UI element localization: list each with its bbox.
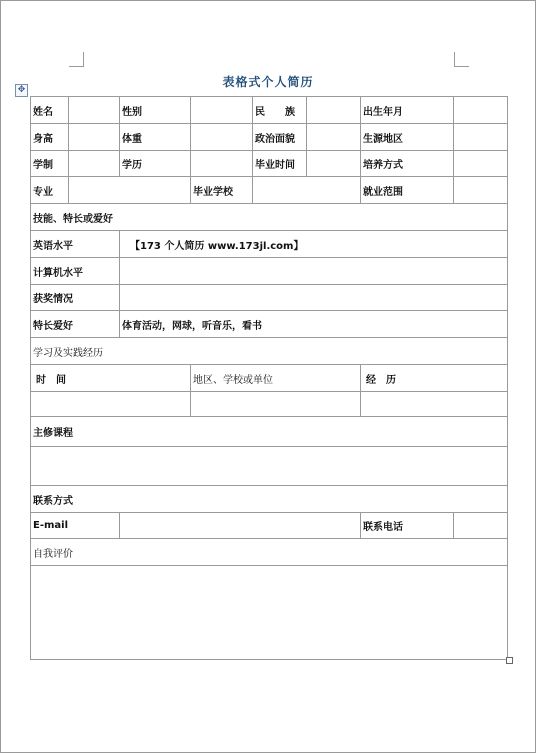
- label-awards: 获奖情况: [31, 285, 120, 311]
- value-birth-date[interactable]: [454, 97, 508, 124]
- label-schooling-years: 学制: [31, 151, 69, 177]
- contact-heading: 联系方式: [31, 486, 508, 513]
- self-eval-heading-row: [31, 539, 508, 566]
- value-origin-region[interactable]: [454, 124, 508, 151]
- label-employment-scope: 就业范围: [361, 177, 454, 204]
- value-political-status[interactable]: [307, 124, 361, 151]
- awards-row: [31, 285, 508, 311]
- contact-heading-row: [31, 486, 508, 513]
- label-origin-region: 生源地区: [361, 124, 454, 151]
- label-email: E-mail: [31, 513, 120, 539]
- computer-row: [31, 258, 508, 285]
- value-phone[interactable]: [454, 513, 508, 539]
- experience-heading-row: [31, 338, 508, 365]
- value-awards[interactable]: [120, 285, 508, 311]
- value-hobbies[interactable]: 体育活动，网球，听音乐，看书: [120, 311, 508, 338]
- table-move-handle-icon[interactable]: ✥: [15, 84, 28, 97]
- courses-content[interactable]: [31, 447, 508, 486]
- value-degree[interactable]: [191, 151, 253, 177]
- self-eval-content[interactable]: [31, 566, 508, 660]
- experience-time-cell[interactable]: [31, 392, 191, 417]
- value-name[interactable]: [69, 97, 120, 124]
- value-graduation-time[interactable]: [307, 151, 361, 177]
- col-experience: 经 历: [361, 365, 508, 392]
- label-degree: 学历: [120, 151, 191, 177]
- english-row: [31, 231, 508, 258]
- resume-table: [30, 96, 508, 660]
- value-graduate-school[interactable]: [253, 177, 361, 204]
- label-weight: 体重: [120, 124, 191, 151]
- label-training-mode: 培养方式: [361, 151, 454, 177]
- courses-content-row: [31, 447, 508, 486]
- value-schooling-years[interactable]: [69, 151, 120, 177]
- experience-place-cell[interactable]: [191, 392, 361, 417]
- col-time: 时 间: [31, 365, 191, 392]
- label-birth-date: 出生年月: [361, 97, 454, 124]
- label-height: 身高: [31, 124, 69, 151]
- label-graduate-school: 毕业学校: [191, 177, 253, 204]
- label-hobbies: 特长爱好: [31, 311, 120, 338]
- value-height[interactable]: [69, 124, 120, 151]
- value-computer-level[interactable]: [120, 258, 508, 285]
- experience-heading: 学习及实践经历: [31, 338, 508, 365]
- label-ethnicity: 民 族: [253, 97, 307, 124]
- value-training-mode[interactable]: [454, 151, 508, 177]
- value-major[interactable]: [69, 177, 191, 204]
- hobby-row: [31, 311, 508, 338]
- contact-row: [31, 513, 508, 539]
- label-name: 姓名: [31, 97, 69, 124]
- label-major: 专业: [31, 177, 69, 204]
- col-place: 地区、学校或单位: [191, 365, 361, 392]
- label-english-level: 英语水平: [31, 231, 120, 258]
- document-title: 表格式个人简历: [222, 75, 314, 89]
- value-ethnicity[interactable]: [307, 97, 361, 124]
- experience-header-row: [31, 365, 508, 392]
- value-gender[interactable]: [191, 97, 253, 124]
- self-eval-heading: 自我评价: [31, 539, 508, 566]
- courses-heading-row: [31, 417, 508, 447]
- basic-row-1: [31, 97, 508, 124]
- table-resize-handle[interactable]: [506, 657, 513, 664]
- courses-heading: 主修课程: [31, 417, 508, 447]
- value-english-level[interactable]: 【173 个人简历 www.173jl.com】: [120, 231, 508, 258]
- experience-entry-row: [31, 392, 508, 417]
- experience-detail-cell[interactable]: [361, 392, 508, 417]
- label-phone: 联系电话: [361, 513, 454, 539]
- label-gender: 性别: [120, 97, 191, 124]
- label-graduation-time: 毕业时间: [253, 151, 307, 177]
- self-eval-content-row: [31, 566, 508, 660]
- basic-row-4: [31, 177, 508, 204]
- value-weight[interactable]: [191, 124, 253, 151]
- skills-heading: 技能、特长或爱好: [31, 204, 508, 231]
- label-political-status: 政治面貌: [253, 124, 307, 151]
- value-email[interactable]: [120, 513, 361, 539]
- crop-mark-left: [69, 52, 84, 67]
- basic-row-2: [31, 124, 508, 151]
- basic-row-3: [31, 151, 508, 177]
- skills-heading-row: [31, 204, 508, 231]
- label-computer-level: 计算机水平: [31, 258, 120, 285]
- crop-mark-right: [454, 52, 469, 67]
- value-employment-scope[interactable]: [454, 177, 508, 204]
